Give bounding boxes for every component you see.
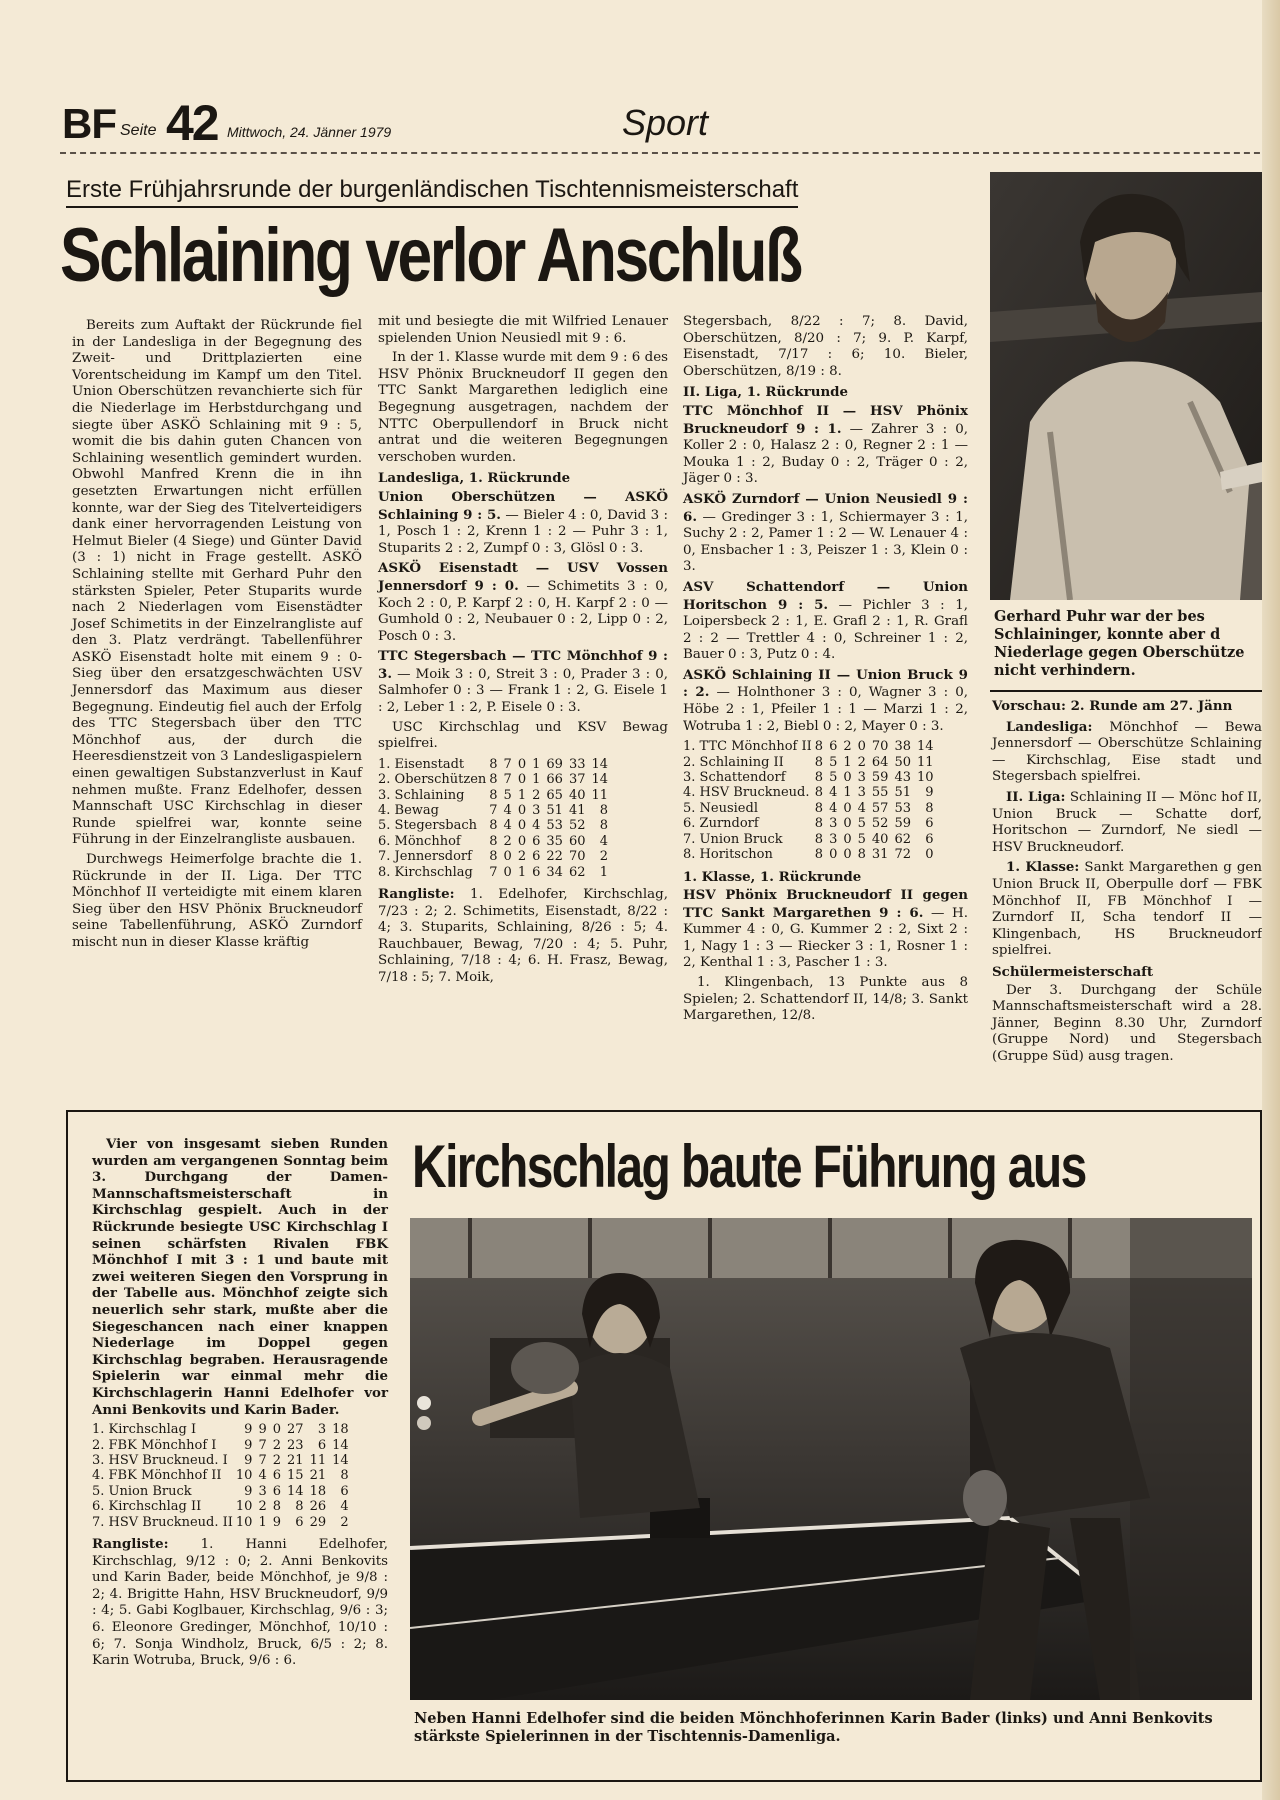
team-name-cell: 3. Schattendorf <box>683 770 786 786</box>
page-edge <box>1262 0 1280 1800</box>
stat-cell: 8 <box>489 787 498 803</box>
stat-cell: 8 <box>489 772 498 788</box>
stat-cell: 1 <box>532 756 541 772</box>
stat-cell: 9 <box>925 785 934 801</box>
stat-cell: 3 <box>532 803 541 819</box>
story1-column-1 <box>72 318 362 955</box>
stat-cell: 0 <box>517 833 527 849</box>
stat-cell: 53 <box>894 800 911 816</box>
table-row <box>683 816 940 831</box>
stat-cell: 0 <box>857 739 866 755</box>
free-note: USC Kirchschlag und KSV Bewag spielfrei. <box>378 719 668 752</box>
stat-cell: 0 <box>829 847 838 863</box>
stat-cell: 3 <box>829 816 838 832</box>
stat-cell: 15 <box>287 1468 304 1484</box>
stat-cell: 8 <box>489 849 498 865</box>
table-row <box>92 1422 355 1437</box>
match-result: TTC Mönchhof II — HSV Phönix Bruckneudorf 9 : 1. — Zahrer 3 : 0, Koller 2 : 0, Halasz 2 : 0, Regner 2 : 1 — Mouka 1 : 2, Buday 0 : 2, Träger 0 : 2, Jäger 0 : 3. <box>683 402 968 487</box>
stat-cell: 14 <box>287 1483 304 1499</box>
stat-cell: 55 <box>871 785 889 801</box>
stat-cell: 8 <box>814 831 824 847</box>
stat-cell: 8 <box>814 800 824 816</box>
table-row <box>92 1453 355 1468</box>
stat-cell: 8 <box>814 847 824 863</box>
stat-cell: 10 <box>917 770 934 786</box>
stat-cell: 11 <box>917 754 934 770</box>
table-row <box>378 803 614 818</box>
stat-cell: 7 <box>489 803 498 819</box>
stat-cell: 1 <box>843 754 852 770</box>
stat-cell: 11 <box>309 1452 327 1468</box>
table-row <box>92 1438 355 1453</box>
stat-cell: 5 <box>829 754 838 770</box>
team-name-cell: 4. FBK Mönchhof II <box>92 1468 222 1484</box>
stat-cell: 4 <box>503 818 512 834</box>
ranking-list: Rangliste: 1. Edelhofer, Kirchschlag, 7/23 : 2; 2. Schimetits, Eisenstadt, 8/22 : 4; 3. Stuparits, Schlaining, 8/26 : 5; 4. Rauchbauer, Bewag, 7/20 : 4; 5. Puhr, Schlaining, 7/18 : 4; 6. H. Frasz, Bewag, 7/18 : 5; 7. Moik, <box>378 886 668 986</box>
team-name-cell: 4. Bewag <box>378 803 439 819</box>
stat-cell: 62 <box>894 831 911 847</box>
stat-cell: 41 <box>568 803 586 819</box>
stat-cell: 1 <box>532 772 541 788</box>
masthead-divider <box>60 152 1280 154</box>
stat-cell: 0 <box>503 864 512 880</box>
stat-cell: 1 <box>517 864 527 880</box>
preview-item: Landesliga: Mönchhof — Bewa Jennersdorf — Oberschütze Schlaining — Kirchschlag, Eise stadt und Stegersbach spielfrei. <box>992 718 1262 785</box>
stat-cell: 8 <box>489 818 498 834</box>
team-name-cell: 7. Jennersdorf <box>378 849 472 865</box>
stat-cell: 3 <box>857 770 866 786</box>
stat-cell: 1 <box>843 785 852 801</box>
stat-cell: 3 <box>829 831 838 847</box>
stat-cell: 4 <box>599 833 609 849</box>
stat-cell: 1 <box>258 1514 267 1530</box>
players-action-image <box>410 1218 1252 1700</box>
stat-cell: 2 <box>599 849 609 865</box>
story2-intro: Vier von insgesamt sieben Runden wurden am vergangenen Sonntag beim 3. Durchgang der Damen-Mannschaftsmeisterschaft in Kirchschlag gespielt. Auch in der Rückrunde besiegte USC Kirchschlag I seinen schärfsten Rivalen FBK Mönchhof I mit 3 : 1 und baute mit zwei weiteren Siegen den Vorsprung in der Tabelle aus. Mönchhof zeigte sich neuerlich sehr stark, mußte aber die Siegeschancen nach einer knappen Niederlage im Doppel gegen Kirchschlag begraben. Herausragende Spielerin war einmal mehr die Kirchschlagerin Hanni Edelhofer vor Anni Benkovits und Karin Bader. <box>92 1136 388 1418</box>
stat-cell: 0 <box>843 800 852 816</box>
team-name-cell: 6. Kirchschlag II <box>92 1499 202 1515</box>
stat-cell: 14 <box>917 739 934 755</box>
photo-gerhard-puhr <box>990 172 1262 600</box>
story1-headline: Schlaining verlor Anschluß <box>60 213 801 298</box>
stat-cell: 9 <box>244 1437 253 1453</box>
table-row <box>378 818 614 833</box>
stat-cell: 18 <box>332 1422 349 1438</box>
stat-cell: 2 <box>340 1514 349 1530</box>
stat-cell: 4 <box>857 800 866 816</box>
stat-cell: 8 <box>295 1499 304 1515</box>
stat-cell: 38 <box>894 739 911 755</box>
stat-cell: 64 <box>871 754 889 770</box>
table-row <box>683 832 940 847</box>
photo-caption-puhr: Gerhard Puhr war der bes Schlaininger, konnte aber d Niederlage gegen Oberschütze nicht verhindern. <box>994 608 1245 679</box>
stat-cell: 4 <box>532 818 541 834</box>
team-name-cell: 2. FBK Mönchhof I <box>92 1437 217 1453</box>
stat-cell: 5 <box>503 787 512 803</box>
section-title: Sport <box>622 102 709 143</box>
stat-cell: 50 <box>894 754 911 770</box>
stat-cell: 7 <box>503 772 512 788</box>
stat-cell: 9 <box>272 1514 282 1530</box>
table-row <box>378 757 614 772</box>
team-name-cell: 4. HSV Bruckneud. <box>683 785 810 801</box>
stat-cell: 9 <box>244 1422 253 1438</box>
table-row <box>378 834 614 849</box>
stat-cell: 9 <box>244 1483 253 1499</box>
stat-cell: 53 <box>546 818 563 834</box>
story2-headline: Kirchschlag baute Führung aus <box>412 1133 1086 1200</box>
match-result: ASKÖ Eisenstadt — USV Vossen Jennersdorf 9 : 0. — Schimetits 3 : 0, Koch 2 : 0, P. Karpf 2 : 0, H. Karpf 2 : 0 — Gumhold 0 : 2, Neubauer 0 : 2, Lipp 0 : 2, Posch 0 : 3. <box>378 560 668 644</box>
stat-cell: 8 <box>814 739 824 755</box>
match-result: ASKÖ Schlaining II — Union Bruck 9 : 2. — Holnthoner 3 : 0, Wagner 3 : 0, Höbe 2 : 1, Pfeiler 1 : 1 — Marzi 1 : 2, Wotruba 1 : 2, Biebl 0 : 2, Mayer 0 : 3. <box>683 666 968 734</box>
stat-cell: 8 <box>814 816 824 832</box>
stat-cell: 6 <box>925 816 934 832</box>
stat-cell: 1 <box>517 787 527 803</box>
stat-cell: 66 <box>546 772 563 788</box>
stat-cell: 6 <box>829 739 838 755</box>
stat-cell: 2 <box>272 1452 282 1468</box>
stat-cell: 2 <box>258 1499 267 1515</box>
stat-cell: 4 <box>829 800 838 816</box>
stat-cell: 0 <box>503 849 512 865</box>
paragraph: Stegersbach, 8/22 : 7; 8. David, Oberschützen, 8/20 : 7; 9. P. Karpf, Eisenstadt, 7/17 : 6; 10. Bieler, Oberschützen, 8/19 : 8. <box>683 314 968 379</box>
match-result: ASKÖ Zurndorf — Union Neusiedl 9 : 6. — Gredinger 3 : 1, Schiermayer 3 : 1, Suchy 2 : 2, Pamer 1 : 2 — W. Lenauer 4 : 0, Ensbacher 1 : 3, Peiszer 1 : 3, Klein 0 : 3. <box>683 490 968 575</box>
stat-cell: 2 <box>843 739 852 755</box>
stat-cell: 33 <box>568 756 586 772</box>
stat-cell: 27 <box>287 1422 304 1438</box>
stat-cell: 51 <box>546 803 563 819</box>
stat-cell: 40 <box>871 831 889 847</box>
table-row <box>92 1468 355 1483</box>
team-name-cell: 5. Union Bruck <box>92 1483 192 1499</box>
stat-cell: 70 <box>871 739 889 755</box>
preview-item: 1. Klasse: Sankt Margarethen g gen Union Bruck II, Oberpulle dorf — FBK Mönchhof II, FB Mönchhof I — Zurndorf II, Scha tendorf II — Klingenbach, HS Bruckneudorf spielfrei. <box>992 859 1262 959</box>
stat-cell: 2 <box>532 787 541 803</box>
standings-table-liga2 <box>683 739 940 862</box>
stat-cell: 4 <box>503 803 512 819</box>
stat-cell: 14 <box>591 772 609 788</box>
stat-cell: 6 <box>340 1483 349 1499</box>
stat-cell: 72 <box>894 847 911 863</box>
stat-cell: 26 <box>309 1499 327 1515</box>
stat-cell: 0 <box>925 847 934 863</box>
standings-table-damen <box>92 1422 355 1530</box>
stat-cell: 4 <box>829 785 838 801</box>
stat-cell: 34 <box>546 864 563 880</box>
stat-cell: 31 <box>871 847 889 863</box>
team-name-cell: 3. HSV Bruckneud. I <box>92 1452 228 1468</box>
paragraph: In der 1. Klasse wurde mit dem 9 : 6 des HSV Phönix Bruckneudorf II gegen den TTC Sankt Margarethen lediglich eine Begegnung ausgetragen, nachdem der NTTC Oberpullendorf in Bruck nicht antrat und die weiteren Begegnungen verschoben wurden. <box>378 350 668 465</box>
stat-cell: 8 <box>814 754 824 770</box>
results-heading: 1. Klasse, 1. Rückrunde <box>683 868 862 885</box>
player-portrait-image <box>990 172 1262 600</box>
stat-cell: 52 <box>871 816 889 832</box>
match-result: Union Oberschützen — ASKÖ Schlaining 9 : 5. — Bieler 4 : 0, David 3 : 1, Posch 1 : 2, Krenn 1 : 2 — Puhr 3 : 1, Stuparits 2 : 2, Zumpf 0 : 3, Glösl 0 : 3. <box>378 488 669 556</box>
paragraph: 1. Klingenbach, 13 Punkte aus 8 Spielen; 2. Schattendorf II, 14/8; 3. Sankt Margarethen, 12/8. <box>683 975 968 1024</box>
stat-cell: 14 <box>332 1452 349 1468</box>
team-name-cell: 1. Kirchschlag I <box>92 1422 197 1438</box>
stat-cell: 8 <box>599 818 609 834</box>
stat-cell: 3 <box>258 1483 267 1499</box>
stat-cell: 21 <box>309 1468 327 1484</box>
team-name-cell: 1. TTC Mönchhof II <box>683 739 812 755</box>
stat-cell: 4 <box>340 1499 349 1515</box>
team-name-cell: 1. Eisenstadt <box>378 756 465 772</box>
stat-cell: 59 <box>871 770 889 786</box>
stat-cell: 62 <box>568 864 586 880</box>
photo-caption-players: Neben Hanni Edelhofer sind die beiden Mönchhoferinnen Karin Bader (links) und Anni Benkovits stärkste Spielerinnen in der Tischtennis-Damenliga. <box>414 1710 1213 1745</box>
stat-cell: 0 <box>843 831 852 847</box>
stat-cell: 60 <box>568 833 586 849</box>
match-result: TTC Stegersbach — TTC Mönchhof 9 : 3. — Moik 3 : 0, Streit 3 : 0, Prader 3 : 0, Salmhofer 0 : 3 — Frank 1 : 2, G. Eisele 1 : 2, Leber 1 : 2, P. Eisele 0 : 3. <box>378 648 668 716</box>
stat-cell: 6 <box>272 1483 282 1499</box>
ranking-list: Rangliste: 1. Hanni Edelhofer, Kirchschlag, 9/12 : 0; 2. Anni Benkovits und Karin Bader, beide Mönchhof, je 9/8 : 2; 4. Brigitte Hahn, HSV Bruckneudorf, 9/9 : 4; 5. Gabi Koglbauer, Kirchschlag, 9/6 : 3; 6. Eleonore Gredinger, Mönchhof, 10/10 : 6; 7. Sonja Windholz, Bruck, 6/5 : 2; 8. Karin Wotruba, Bruck, 9/6 : 6. <box>92 1535 388 1669</box>
stat-cell: 0 <box>517 756 527 772</box>
team-name-cell: 7. Union Bruck <box>683 831 783 847</box>
paragraph: mit und besiegte die mit Wilfried Lenauer spielenden Union Neusiedl mit 9 : 6. <box>378 314 668 346</box>
preview-heading: Vorschau: 2. Runde am 27. Jänn <box>992 698 1233 714</box>
table-row <box>378 865 614 880</box>
stat-cell: 14 <box>332 1437 349 1453</box>
table-row <box>92 1499 355 1514</box>
stat-cell: 5 <box>857 816 866 832</box>
table-row <box>683 847 940 862</box>
team-name-cell: 2. Schlaining II <box>683 754 784 770</box>
stat-cell: 14 <box>591 756 609 772</box>
stat-cell: 7 <box>489 864 498 880</box>
stat-cell: 1 <box>599 864 609 880</box>
standings-table-landesliga <box>378 757 614 880</box>
stat-cell: 2 <box>272 1437 282 1453</box>
stat-cell: 8 <box>489 756 498 772</box>
stat-cell: 35 <box>546 833 563 849</box>
table-row <box>378 772 614 787</box>
stat-cell: 59 <box>894 816 911 832</box>
stat-cell: 8 <box>489 833 498 849</box>
stat-cell: 37 <box>568 772 586 788</box>
stat-cell: 6 <box>532 833 541 849</box>
stat-cell: 51 <box>894 785 911 801</box>
stat-cell: 0 <box>517 818 527 834</box>
preview-subheading: Schülermeisterschaft <box>992 963 1154 980</box>
stat-cell: 69 <box>546 756 563 772</box>
stat-cell: 11 <box>591 787 609 803</box>
stat-cell: 43 <box>894 770 911 786</box>
stat-cell: 6 <box>272 1468 282 1484</box>
stat-cell: 29 <box>309 1514 327 1530</box>
stat-cell: 2 <box>857 754 866 770</box>
preview-item: II. Liga: Schlaining II — Mönc hof II, Union Bruck — Schatte dorf, Horitschon — Zurndorf, Ne siedl — HSV Bruckneudorf. <box>992 788 1262 855</box>
stat-cell: 6 <box>532 849 541 865</box>
stat-cell: 2 <box>503 833 512 849</box>
match-result: HSV Phönix Bruckneudorf II gegen TTC Sankt Margarethen 9 : 6. — H. Kummer 4 : 0, G. Kummer 2 : 2, Sixt 2 : 1, Nagy 1 : 3 — Riecker 3 : 1, Rosner 1 : 2, Kenthal 1 : 3, Pascher 1 : 3. <box>683 887 968 971</box>
photo-table-tennis-players <box>410 1218 1252 1700</box>
stat-cell: 6 <box>317 1437 327 1453</box>
stat-cell: 3 <box>317 1422 327 1438</box>
match-result: ASV Schattendorf — Union Horitschon 9 : 5. — Pichler 3 : 1, Loipersbeck 2 : 1, E. Grafl 2 : 1, R. Grafl 2 : 2 — Trettler 4 : 0, Schreiner 1 : 2, Bauer 0 : 3, Putz 0 : 4. <box>683 578 968 663</box>
table-row <box>683 755 940 770</box>
stat-cell: 52 <box>568 818 586 834</box>
stat-cell: 9 <box>244 1452 253 1468</box>
story1-kicker: Erste Frühjahrsrunde der burgenländischen Tischtennismeisterschaft <box>66 176 798 208</box>
stat-cell: 6 <box>532 864 541 880</box>
team-name-cell: 7. HSV Bruckneud. II <box>92 1514 233 1530</box>
table-row <box>683 785 940 800</box>
divider <box>990 690 1262 692</box>
stat-cell: 65 <box>546 787 563 803</box>
stat-cell: 0 <box>517 803 527 819</box>
stat-cell: 0 <box>272 1422 282 1438</box>
stat-cell: 22 <box>546 849 563 865</box>
stat-cell: 0 <box>843 770 852 786</box>
stat-cell: 21 <box>287 1452 304 1468</box>
team-name-cell: 8. Kirchschlag <box>378 864 473 880</box>
stat-cell: 4 <box>258 1468 267 1484</box>
stat-cell: 23 <box>287 1437 304 1453</box>
table-row <box>683 801 940 816</box>
stat-cell: 10 <box>235 1468 253 1484</box>
paragraph: Bereits zum Auftakt der Rückrunde fiel in der Landesliga in der Begegnung des Zweit- und Drittplazierten eine Vorentscheidung im Kampf um den Titel. Union Oberschützen revanchierte sich für die Niederlage im Herbstdurchgang und siegte über ASKÖ Schlaining mit 9 : 5, womit die bis dahin guten Chancen von Schlaining wesentlich gemindert wurden. Obwohl Manfred Krenn die in ihn gesetzten Erwartungen nicht erfüllen konnte, war der Sieg des Titelverteidigers dank einer hervorragenden Leistung von Helmut Bieler (4 Siege) und Günter David (3 : 1) nicht in Frage gestellt. ASKÖ Schlaining stellte mit Gerhard Puhr den stärksten Spieler, Peter Stuparits wurde nach 2 Niederlagen vom Eisenstädter Josef Schimetits in der Einzelrangliste auf den 3. Platz verdrängt. Tabellenführer ASKÖ Eisenstadt holte mit einem 9 : 0-Sieg über den ersatzgeschwächten USV Jennersdorf das Maximum aus dieser Begegnung. Eindeutig fiel auch der Erfolg des TTC Stegersbach über den TTC Mönchhof aus, der durch die Heeresdienstzeit von 3 Landesligaspielern einen gewaltigen Substanzverlust in Kauf nehmen mußte. Franz Edelhofer, dessen Mannschaft USC Kirchschlag in dieser Runde spielfrei war, konnte seine Führung in der Einzelrangliste ausbauen. <box>72 318 362 848</box>
stat-cell: 7 <box>258 1437 267 1453</box>
results-heading: Landesliga, 1. Rückrunde <box>378 470 571 487</box>
stat-cell: 5 <box>857 831 866 847</box>
story1-column-3 <box>683 314 968 1028</box>
stat-cell: 8 <box>599 803 609 819</box>
stat-cell: 7 <box>258 1452 267 1468</box>
stat-cell: 6 <box>295 1514 304 1530</box>
stat-cell: 8 <box>857 847 866 863</box>
story2-text-column <box>92 1136 388 1673</box>
stat-cell: 0 <box>843 816 852 832</box>
story1-column-2 <box>378 314 668 990</box>
stat-cell: 5 <box>829 770 838 786</box>
stat-cell: 40 <box>568 787 586 803</box>
stat-cell: 8 <box>925 800 934 816</box>
team-name-cell: 3. Schlaining <box>378 787 465 803</box>
table-row <box>92 1515 355 1530</box>
team-name-cell: 6. Zurndorf <box>683 816 759 832</box>
masthead <box>62 96 1272 152</box>
stat-cell: 9 <box>258 1422 267 1438</box>
stat-cell: 18 <box>309 1483 327 1499</box>
stat-cell: 70 <box>568 849 586 865</box>
team-name-cell: 5. Stegersbach <box>378 818 477 834</box>
brand-logo: BF <box>62 100 116 147</box>
stat-cell: 2 <box>517 849 527 865</box>
table-row <box>683 770 940 785</box>
paragraph: Durchwegs Heimerfolge brachte die 1. Rückrunde in der II. Liga. Der TTC Mönchhof II verteidigte mit einem klaren Sieg über den HSV Phönix Bruckneudorf seine Tabellenführung, ASKÖ Zurndorf mischt nun in dieser Klasse kräftig <box>72 852 362 950</box>
issue-date: Mittwoch, 24. Jänner 1979 <box>227 124 392 140</box>
stat-cell: 10 <box>235 1499 253 1515</box>
team-name-cell: 5. Neusiedl <box>683 800 758 816</box>
page-number: 42 <box>166 95 218 151</box>
table-row <box>683 739 940 754</box>
stat-cell: 8 <box>340 1468 349 1484</box>
stat-cell: 57 <box>871 800 889 816</box>
team-name-cell: 2. Oberschützen <box>378 772 487 788</box>
table-row <box>92 1484 355 1499</box>
team-name-cell: 6. Mönchhof <box>378 833 461 849</box>
page-label: Seite <box>120 122 157 139</box>
stat-cell: 10 <box>235 1514 253 1530</box>
table-row <box>378 788 614 803</box>
results-heading: II. Liga, 1. Rückrunde <box>683 384 849 401</box>
stat-cell: 3 <box>857 785 866 801</box>
team-name-cell: 8. Horitschon <box>683 847 773 863</box>
paragraph: Der 3. Durchgang der Schüle Mannschaftsmeisterschaft wird a 28. Jänner, Beginn 8.30 Uhr, Zurndorf (Gruppe Nord) und Stegersbach (Gruppe Süd) ausg tragen. <box>992 982 1262 1064</box>
stat-cell: 7 <box>503 756 512 772</box>
stat-cell: 0 <box>843 847 852 863</box>
stat-cell: 6 <box>925 831 934 847</box>
stat-cell: 0 <box>517 772 527 788</box>
stat-cell: 8 <box>272 1499 282 1515</box>
stat-cell: 8 <box>814 785 824 801</box>
stat-cell: 8 <box>814 770 824 786</box>
preview-column <box>992 698 1262 1068</box>
table-row <box>378 849 614 864</box>
